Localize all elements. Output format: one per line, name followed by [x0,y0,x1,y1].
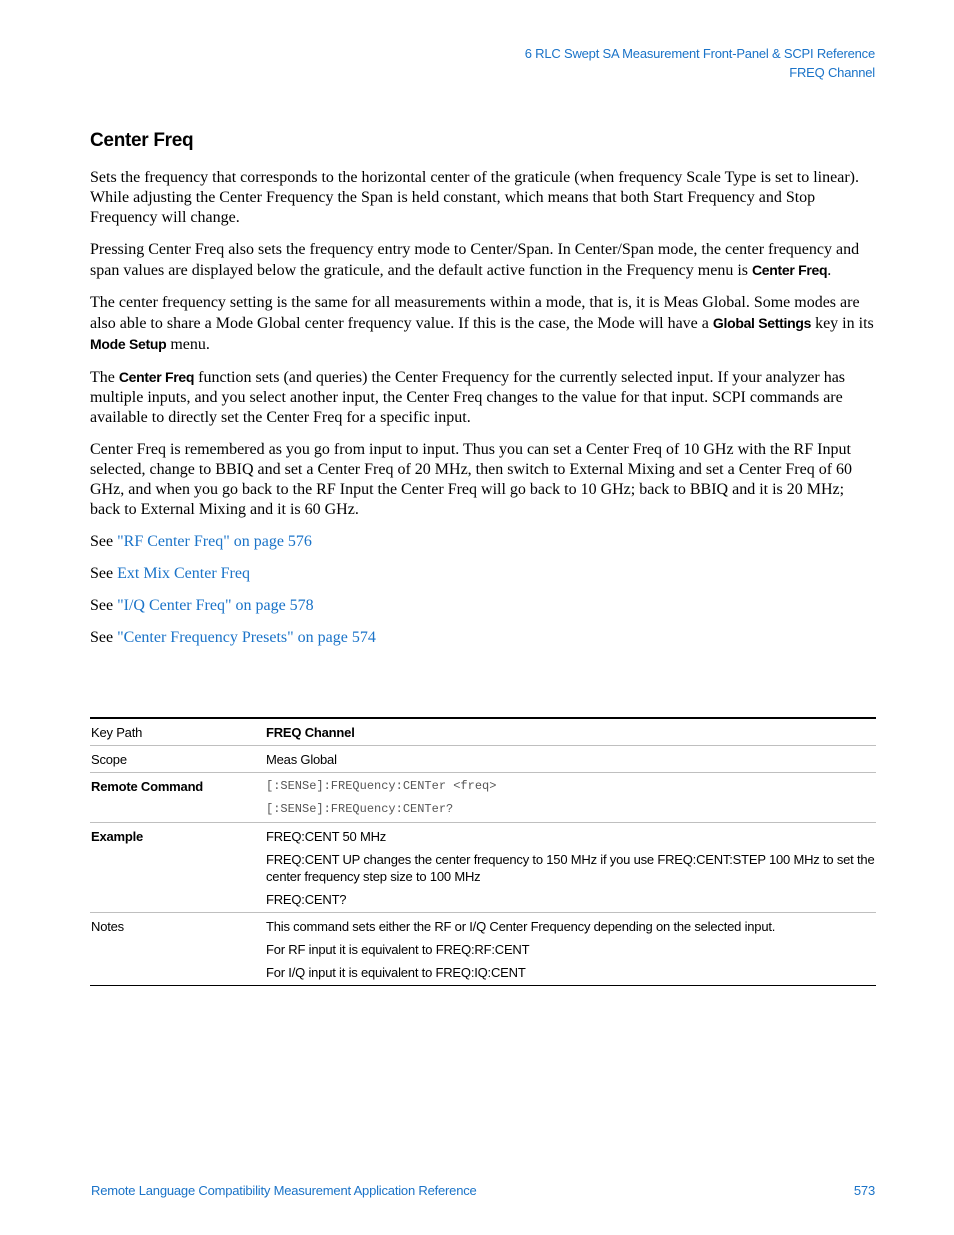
text: function sets (and queries) the Center Frequency for the currently selected input. If your analyzer has multiple inputs, and you select another input, the Center Freq changes to the value for that input. SCPI commands are available to directly set the Center Freq for a specific input. [90,369,846,426]
section-title: FREQ Channel [789,65,875,80]
scope-value: Meas Global [266,746,876,773]
text: . [827,262,832,279]
see-also-iq-center-freq [90,596,876,616]
example-value [266,823,876,913]
softkey-center-freq: Center Freq [752,262,828,278]
text: key in its [811,315,874,332]
example-line: FREQ:CENT UP changes the center frequency to 150 MHz if you use FREQ:CENT:STEP 100 MHz to set the center frequency step size to 100 MHz [266,852,875,884]
see-also-rf-center-freq [90,532,876,552]
main-content [90,130,876,660]
example-line: FREQ:CENT 50 MHz [266,829,387,844]
key-path-value: FREQ Channel [266,725,355,740]
remote-command-value [266,773,876,823]
see-prefix: See [90,597,118,614]
notes-line: For I/Q input it is equivalent to FREQ:IQ:CENT [266,965,526,980]
paragraph-inputs [90,367,876,428]
see-also-ext-mix-center-freq [90,564,876,584]
see-prefix: See [90,533,118,550]
footer-doc-title: Remote Language Compatibility Measurement Application Reference [91,1183,477,1198]
notes-line: This command sets either the RF or I/Q Center Frequency depending on the selected input. [266,919,776,934]
remote-command-label: Remote Command [90,773,266,823]
text: Pressing Center Freq also sets the frequency entry mode to Center/Span. In Center/Span mode, the center frequency and span values are displayed below the graticule, and the default active function in the Frequency menu is [90,241,860,279]
softkey-global-settings: Global Settings [712,315,812,331]
link-center-frequency-presets[interactable]: "Center Frequency Presets" on page 574 [117,629,376,646]
softkey-mode-setup: Mode Setup [90,336,167,352]
remote-command-set: [:SENSe]:FREQuency:CENTer <freq> [266,779,497,793]
notes-value [266,913,876,986]
example-label: Example [90,823,266,913]
example-line: FREQ:CENT? [266,892,347,907]
table-row-remote-command [90,773,876,823]
page-title: Center Freq [90,130,194,151]
paragraph-meas-global [90,293,876,355]
see-prefix: See [90,629,118,646]
paragraph-intro: Sets the frequency that corresponds to the horizontal center of the graticule (when frequency Scale Type is set to linear). While adjusting the Center Frequency the Span is held constant, which means that both Start Frequency and Stop Frequency will change. [90,169,859,226]
text: The center frequency setting is the same for all measurements within a mode, that is, it is Meas Global. Some modes are also able to share a Mode Global center frequency value. If this is the case, the Mode will have a [90,294,860,332]
scope-label: Scope [90,746,266,773]
command-reference-table [90,717,876,986]
table-row-scope [90,746,876,773]
see-also-center-frequency-presets [90,628,876,648]
softkey-center-freq: Center Freq [118,369,195,385]
paragraph-remembered: Center Freq is remembered as you go from input to input. Thus you can set a Center Freq of 10 GHz with the RF Input selected, change to BBIQ and set a Center Freq of 20 MHz, then switch to External Mixing and set a Center Freq of 60 GHz, and when you go back to the RF Input the Center Freq will go back to 10 GHz; back to BBIQ and it is 20 MHz; back to External Mixing and it is 60 GHz. [90,441,853,518]
table-row-notes [90,913,876,986]
link-ext-mix-center-freq[interactable]: Ext Mix Center Freq [117,565,250,582]
link-rf-center-freq[interactable]: "RF Center Freq" on page 576 [117,533,312,550]
text: The [90,369,119,386]
table-row-example [90,823,876,913]
paragraph-center-span [90,240,876,281]
notes-line: For RF input it is equivalent to FREQ:RF:CENT [266,942,530,957]
page-footer [91,1183,875,1198]
running-head [525,44,875,82]
notes-label: Notes [90,913,266,986]
chapter-title: 6 RLC Swept SA Measurement Front-Panel & SCPI Reference [524,46,875,61]
remote-command-query: [:SENSe]:FREQuency:CENTer? [266,802,454,816]
table-row-key-path [90,718,876,746]
key-path-label: Key Path [91,725,143,740]
page-number: 573 [853,1183,875,1198]
text: menu. [166,336,210,353]
see-prefix: See [90,565,118,582]
link-iq-center-freq[interactable]: "I/Q Center Freq" on page 578 [117,597,314,614]
